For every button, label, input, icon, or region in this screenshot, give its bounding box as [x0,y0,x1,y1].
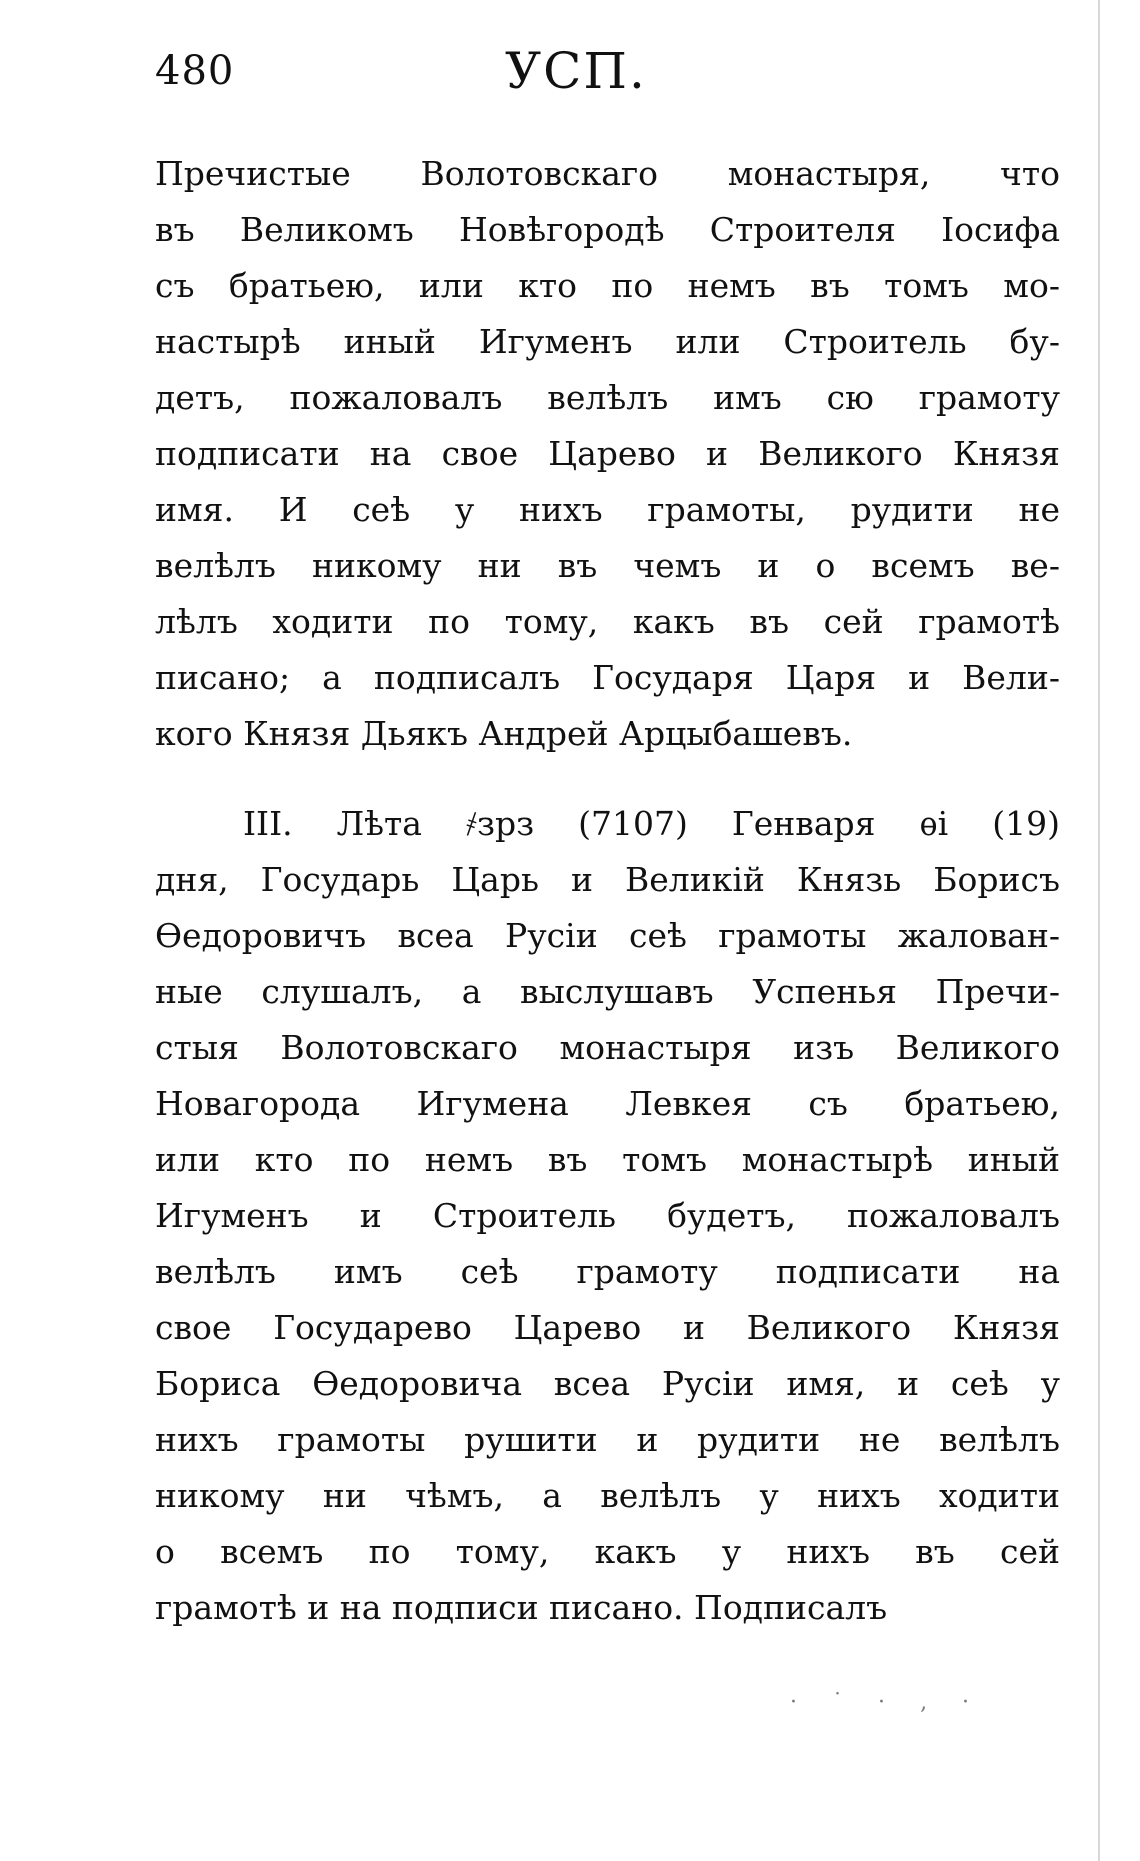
text-line: настырѣ иный Игуменъ или Строитель бу- [155,322,1060,361]
text-line: детъ, пожаловалъ велѣлъ имъ сю грамоту [155,378,1060,417]
text-line: писано; а подписалъ Государя Царя и Вели- [155,658,1060,697]
text-line: съ братьею, или кто по немъ въ томъ мо- [155,266,1060,305]
text-line: нихъ грамоты рушити и рудити не велѣлъ [155,1420,1060,1459]
text-line: въ Великомъ Новѣгородѣ Строителя Іосифа [155,210,1060,249]
text-line: никому ни чѣмъ, а велѣлъ у нихъ ходити [155,1476,1060,1515]
text-line: Пречистые Волотовскаго монастыря, что [155,154,1060,193]
paragraph-gap [155,762,1060,796]
page-header [155,40,1060,110]
running-head: УСП. [505,42,647,100]
page-edge-shadow [1098,0,1100,1861]
text-line: свое Государево Царево и Великого Князя [155,1308,1060,1347]
text-line: велѣлъ никому ни въ чемъ и о всемъ ве- [155,546,1060,585]
page-number: 480 [155,48,235,94]
text-line: кого Князя Дьякъ Андрей Арцыбашевъ. [155,714,853,753]
text-line: или кто по немъ въ томъ монастырѣ иный [155,1140,1060,1179]
body-text [155,146,1060,1636]
text-line: стыя Волотовскаго монастыря изъ Великого [155,1028,1060,1067]
text-line: имя. И сеѣ у нихъ грамоты, рудити не [155,490,1060,529]
paragraph-2 [155,796,1060,1636]
text-line: дня, Государь Царь и Великій Князь Борисъ [155,860,1060,899]
print-specks: · ˙ · ‚ · [790,1690,983,1715]
text-line: грамотѣ и на подписи писано. Подписалъ [155,1588,888,1627]
text-line: Ѳедоровичъ всеа Русіи сеѣ грамоты жалован- [155,916,1060,955]
text-line: Бориса Ѳедоровича всеа Русіи имя, и сеѣ у [155,1364,1060,1403]
text-line: о всемъ по тому, какъ у нихъ въ сей [155,1532,1060,1571]
paragraph-1 [155,146,1060,762]
text-line: подписати на свое Царево и Великого Князя [155,434,1060,473]
text-line: велѣлъ имъ сеѣ грамоту подписати на [155,1252,1060,1291]
text-line: Игуменъ и Строитель будетъ, пожаловалъ [155,1196,1060,1235]
text-line: ные слушалъ, а выслушавъ Успенья Пречи- [155,972,1060,1011]
text-line: лѣлъ ходити по тому, какъ въ сей грамотѣ [155,602,1060,641]
text-line: III. Лѣта ҂зрз (7107) Генваря ѳі (19) [243,804,1060,843]
text-line: Новагорода Игумена Левкея съ братьею, [155,1084,1060,1123]
